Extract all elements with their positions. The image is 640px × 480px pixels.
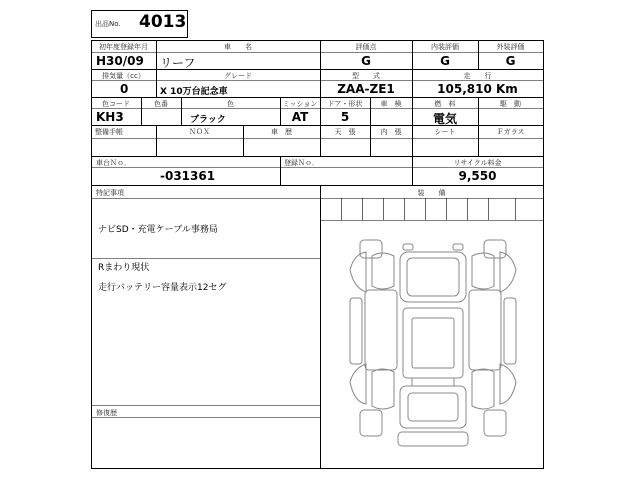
inner-label: 内 張 [380,128,402,136]
mileage-value: 105,810 Km [437,82,518,96]
model-value: ZAA-ZE1 [337,82,395,96]
history-label: 車 歴 [271,128,292,136]
displacement-value: 0 [120,82,129,96]
color-code-label: 色コード [102,100,130,108]
nox-label: ＮＯＸ [189,128,210,136]
registration-label: 登録Ｎｏ． [284,159,319,167]
grade-value: X 10万台記念車 [160,87,228,97]
exterior-label: 外装評価 [496,43,525,51]
note-line-2: Rまわり現状 [98,263,150,273]
notes-label: 特記事項 [96,189,124,197]
color-code-value: KH3 [96,110,124,124]
recycle-value: 9,550 [458,169,497,183]
model-label: 型 式 [352,72,380,80]
doors-label: ドア・形状 [327,100,363,108]
maintenance-label: 整備手帳 [95,128,123,136]
first-reg-label: 初年度登録年月 [99,43,148,51]
color-label: 色 [227,100,234,108]
score-value: G [361,54,371,68]
exterior-value: G [505,54,516,68]
sunroof-label: 天 張 [334,128,356,136]
chassis-label: 車台Ｎｏ． [96,159,131,167]
drive-label: 駆 動 [500,100,521,108]
doors-value: 5 [340,110,350,124]
color-no-label: 色番 [154,100,168,108]
lot-number: 4013 [139,12,187,32]
car-name-value: リーフ [160,56,196,70]
mileage-label: 走 行 [463,72,492,80]
equipment-label: 装 備 [417,189,446,197]
grade-label: グレード [224,72,252,80]
score-label: 評価点 [355,43,377,51]
seat-label: シート [434,128,456,136]
interior-label: 内装評価 [431,43,459,51]
note-line-3: 走行バッテリー容量表示12セグ [98,283,227,293]
fglass-label: Ｆガラス [496,128,525,136]
color-value: ブラック [190,115,226,125]
repair-label: 修復歴 [96,409,117,417]
mission-label: ミッション [282,100,318,108]
first-reg-value: H30/09 [96,54,144,68]
note-line-1: ナビSD・充電ケーブル事務局 [98,225,218,235]
fuel-value: 電気 [432,112,457,126]
fuel-label: 燃 料 [434,100,456,108]
chassis-value: -031361 [160,169,216,183]
lot-label: 出品No. [95,20,121,28]
recycle-label: リサイクル料金 [453,159,502,167]
displacement-label: 排気量（cc） [102,72,145,80]
inspection-label: 車 検 [380,100,402,108]
interior-value: G [440,54,450,68]
car-name-label: 車 名 [224,43,252,51]
mission-value: AT [291,110,309,124]
